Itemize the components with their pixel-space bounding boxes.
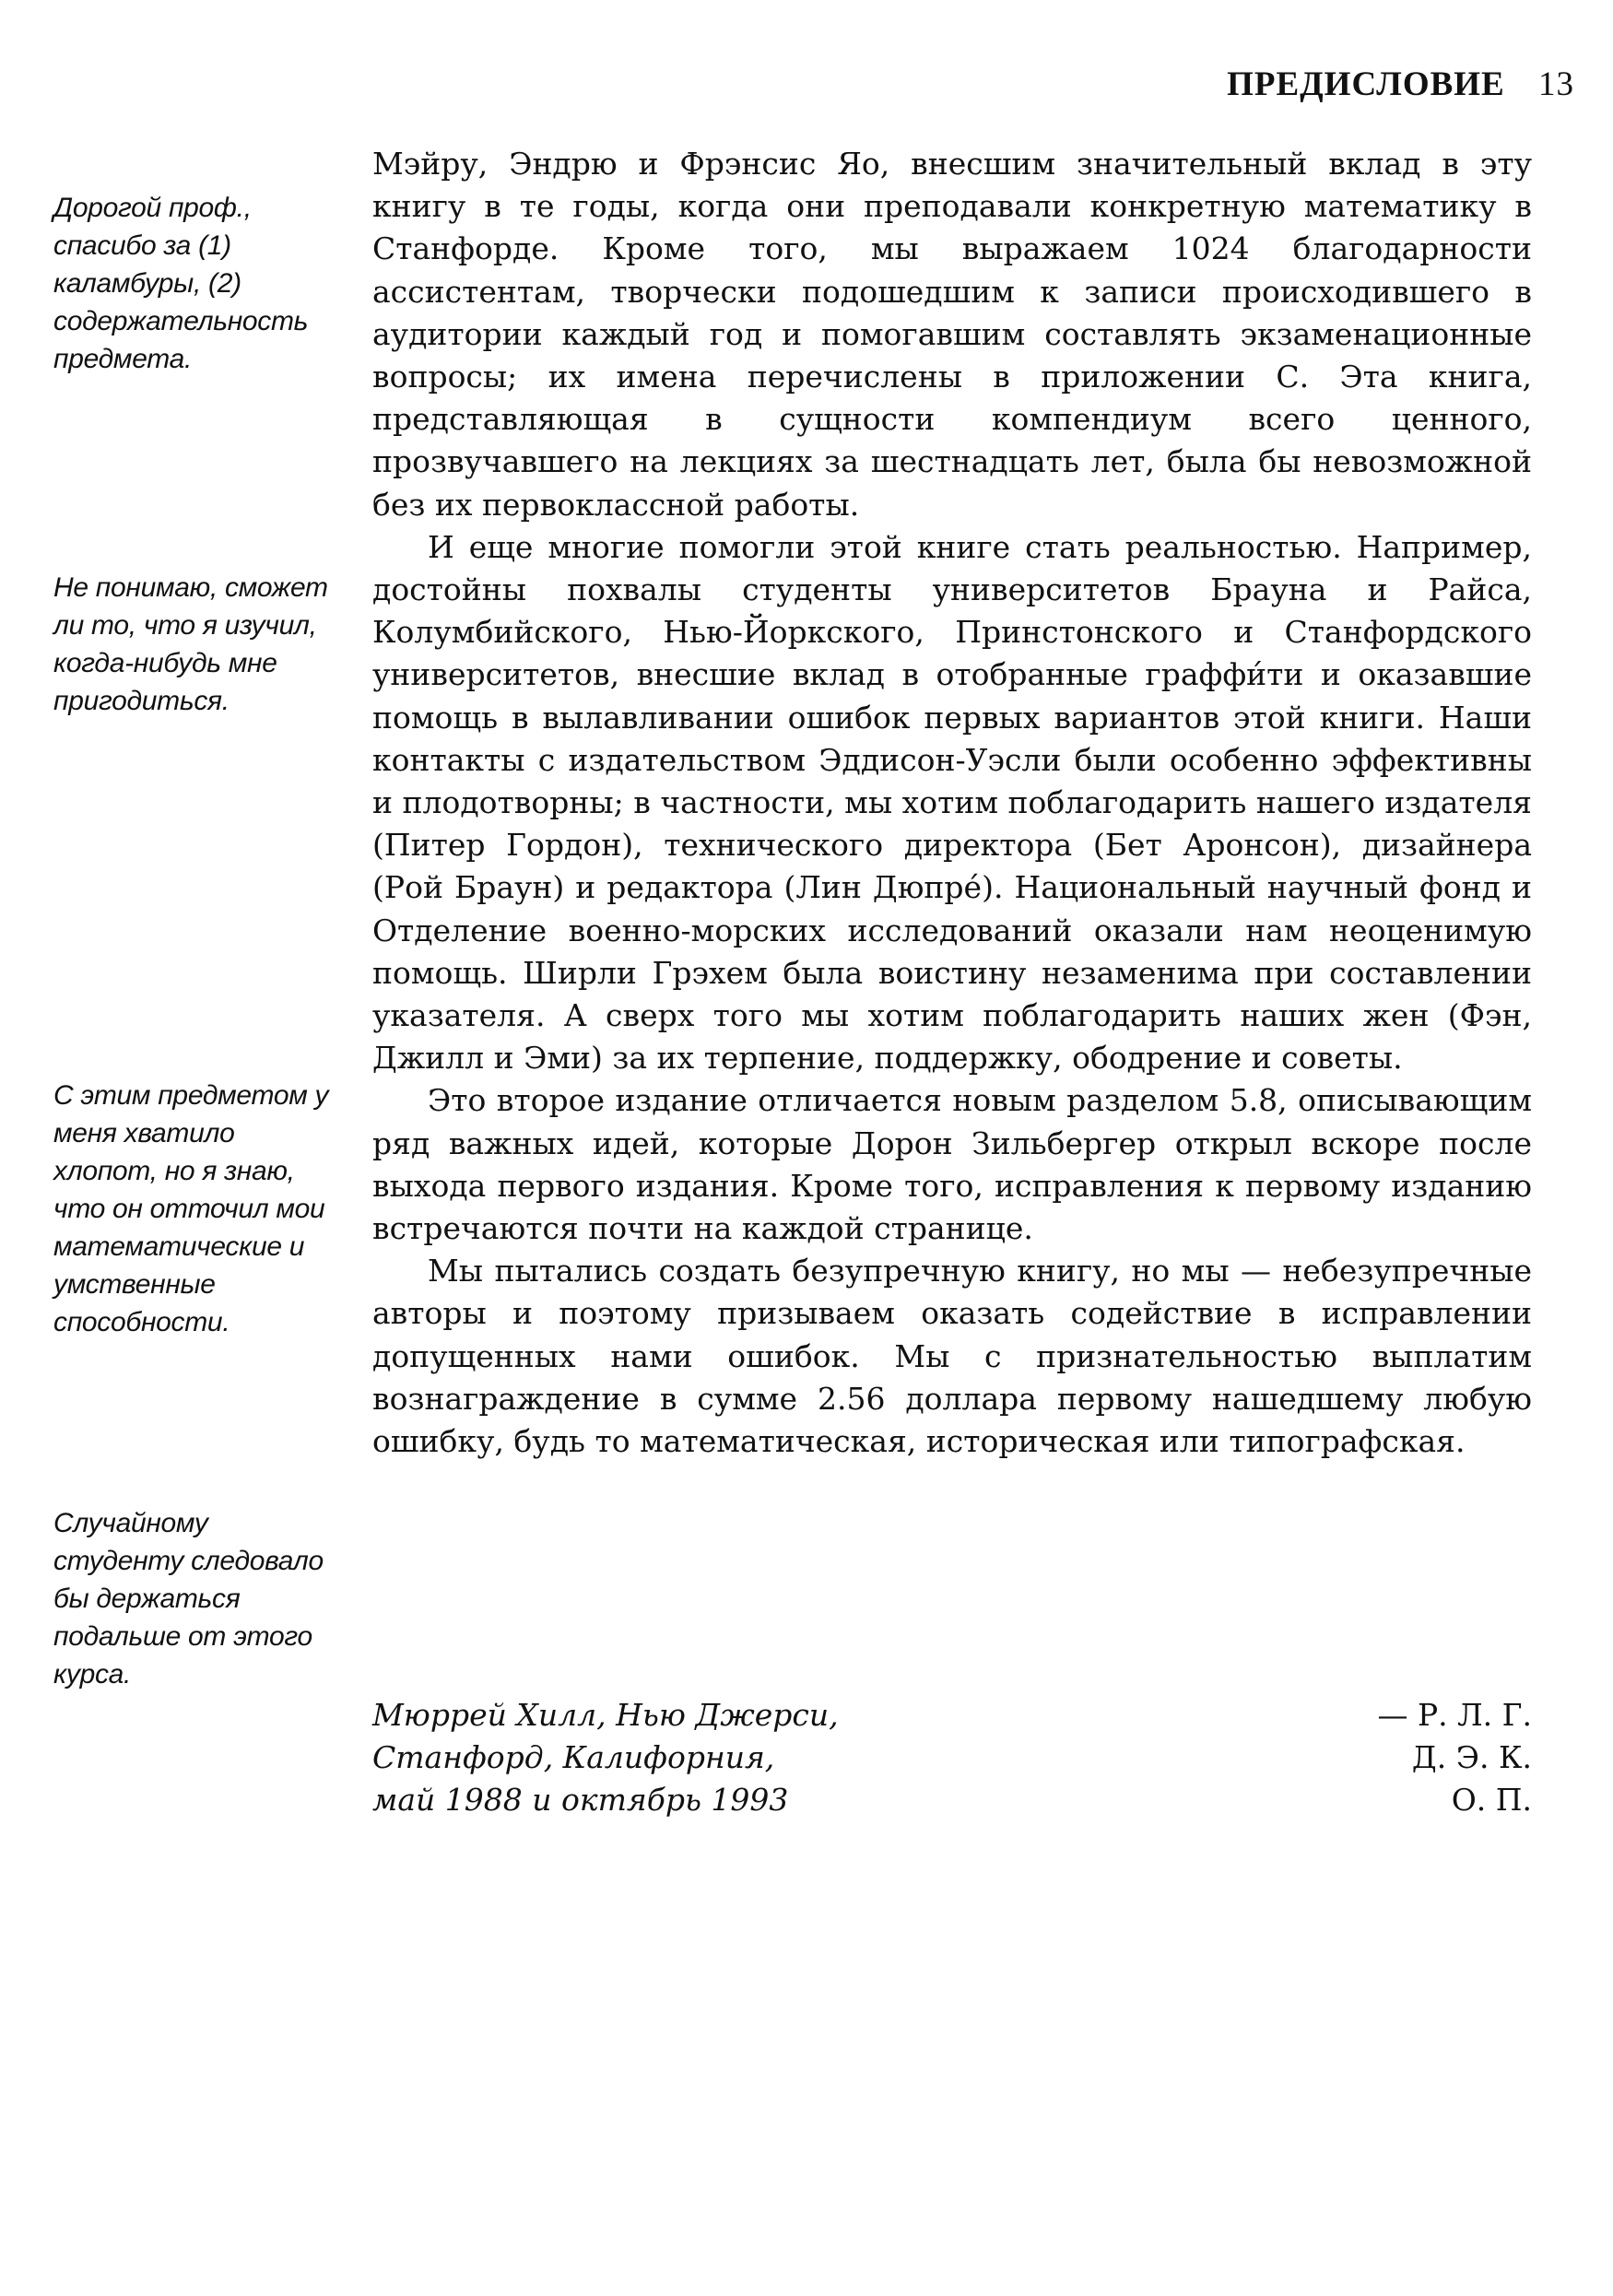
signature-initials xyxy=(1377,1694,1532,1821)
margin-note-2: Не понимаю, сможет ли то, что я изучил, когда-нибудь мне пригодиться. xyxy=(53,572,328,716)
paragraph-1: Мэйру, Эндрю и Фрэнсис Яо, внесшим значительный вклад в эту книгу в те годы, когда они преподавали конкретную математику в Станфорде. Кроме того, мы выражаем 1024 благодарности ассистентам, творчески подошедшим к записи происходившего в аудитории каждый год и помогавшим составлять экзаменационные вопросы; их имена перечислены в приложении С. Эта книга, представляющая в сущности компендиум всего ценного, прозвучавшего на лекциях за шестнадцать лет, была бы невозможной без их первоклассной работы. xyxy=(372,146,1532,523)
chapter-title: ПРЕДИСЛОВИЕ xyxy=(1227,65,1505,103)
signature-initials-line: О. П. xyxy=(1451,1782,1532,1818)
page-number: 13 xyxy=(1538,65,1574,103)
main-text xyxy=(372,143,1532,1463)
margin-note-3: С этим предметом у меня хватило хлопот, но я знаю, что он отточил мои математические и умственные способности. xyxy=(53,1080,329,1337)
signature-place-line: Мюррей Хилл, Нью Джерси, xyxy=(372,1697,839,1733)
running-head xyxy=(1227,65,1574,104)
paragraph-2: И еще многие помогли этой книге стать реальностью. Например, достойны похвалы студенты университетов Брауна и Райса, Колумбийского, Нью-Йоркского, Принстонского и Станфордского университетов, внесшие вклад в отобранные граффи́ти и оказавшие помощь в вылавливании ошибок первых вариантов этой книги. Наши контакты с издательством Эддисон-Уэсли были особенно эффективны и плодотворны; в частности, мы хотим поблагодарить нашего издателя (Питер Гордон), технического директора (Бет Аронсон), дизайнера (Рой Браун) и редактора (Лин Дюпрé). Национальный научный фонд и Отделение военно-морских исследований оказали нам неоценимую помощь. Ширли Грэхем была воистину незаменима при составлении указателя. А сверх того мы хотим поблагодарить наших жен (Фэн, Джилл и Эми) за их терпение, поддержку, ободрение и советы. xyxy=(372,528,1532,1077)
signature-initials-line: — Р. Л. Г. xyxy=(1377,1697,1532,1733)
signature-initials-line: Д. Э. К. xyxy=(1411,1739,1532,1775)
paragraph-4: Мы пытались создать безупречную книгу, но мы — небезупречные авторы и поэтому призываем оказать содействие в исправлении допущенных нами ошибок. Мы с признательностью выплатим вознаграждение в сумме 2.56 доллара первому нашедшему любую ошибку, будь то математическая, историческая или типографская. xyxy=(372,1253,1532,1460)
signature-place-line: май 1988 и октябрь 1993 xyxy=(372,1782,789,1818)
margin-note-1: Дорогой проф., спасибо за (1) каламбуры, (2) содержательность предмета. xyxy=(53,193,309,374)
margin-note-4: Случайному студенту следовало бы держаться подальше от этого курса. xyxy=(53,1508,324,1690)
signature-place-line: Станфорд, Калифорния, xyxy=(372,1739,775,1775)
signature-place xyxy=(372,1694,839,1821)
paragraph-3: Это второе издание отличается новым разделом 5.8, описывающим ряд важных идей, которые Дорон Зильбергер открыл вскоре после выхода первого издания. Кроме того, исправления к первому изданию встречаются почти на каждой странице. xyxy=(372,1082,1532,1247)
